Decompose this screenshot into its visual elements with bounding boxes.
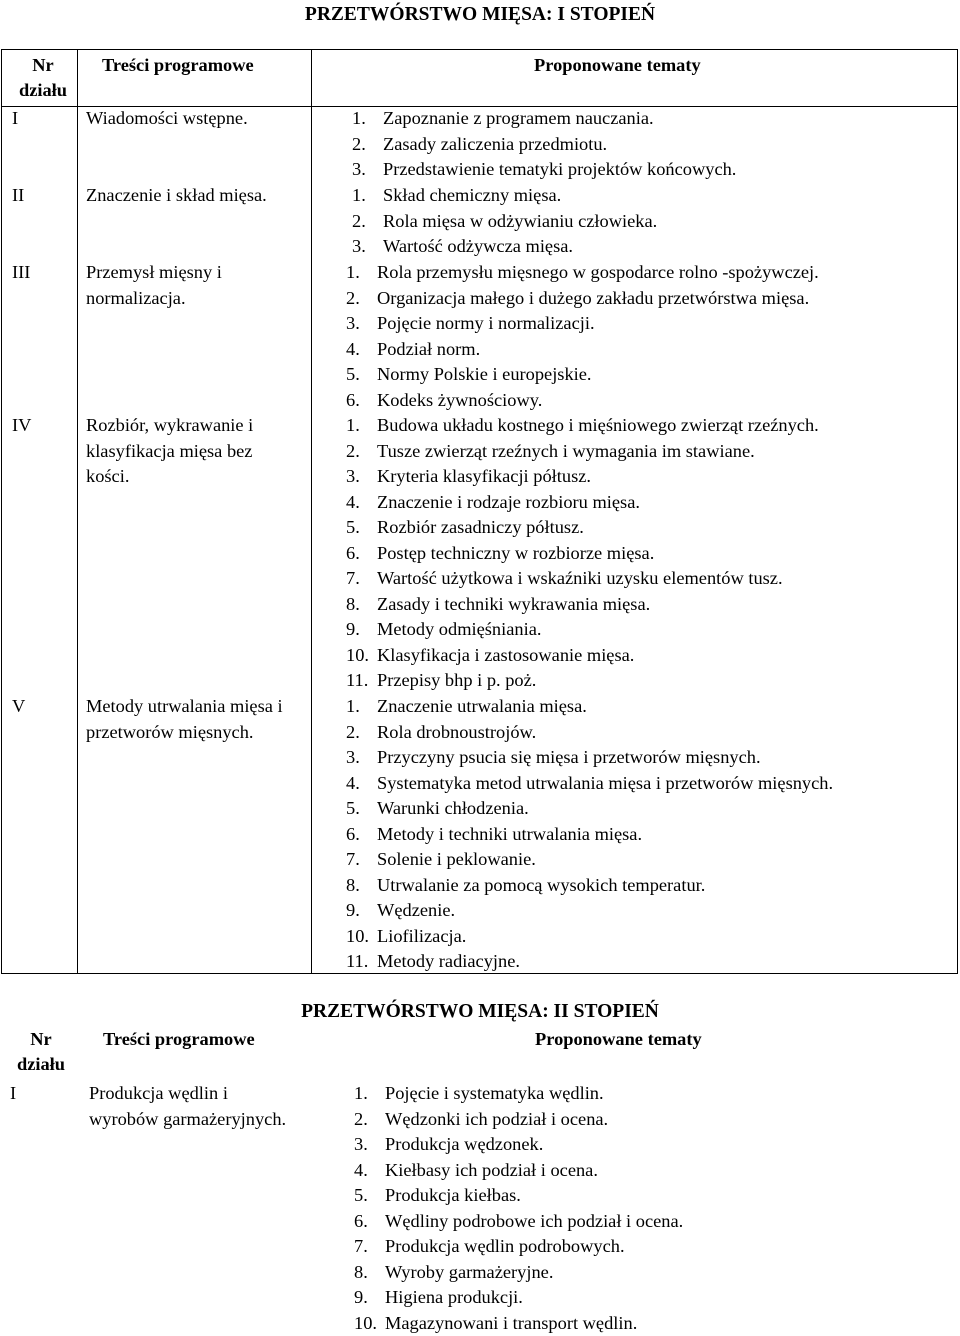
list-item-number: 5. — [354, 1185, 368, 1205]
list-item-number: 7. — [346, 568, 360, 588]
list-item-number: 5. — [346, 798, 360, 818]
row-nr: I — [10, 1083, 17, 1103]
list-item — [346, 949, 833, 975]
list-item-number: 8. — [346, 593, 360, 614]
list-item-number: 1. — [346, 696, 360, 716]
row-nr: II — [12, 185, 25, 205]
list-item-text: Rozbiór zasadniczy półtusz. — [377, 517, 584, 537]
list-item-number: 3. — [346, 313, 360, 333]
list-item — [346, 566, 819, 592]
list-item — [346, 898, 833, 924]
list-item — [352, 106, 736, 132]
row-topic: Metody utrwalania mięsa i przetworów mięsnych. — [86, 696, 283, 742]
header-tresci: Treści programowe — [102, 55, 254, 75]
list-item-text: Zasady i techniki wykrawania mięsa. — [377, 593, 651, 614]
list-item-number: 10. — [346, 644, 369, 665]
list-item-number: 4. — [354, 1159, 368, 1180]
list-item-number: 6. — [346, 823, 360, 844]
list-item-text: Systematyka metod utrwalania mięsa i przetworów mięsnych. — [377, 772, 834, 793]
list-item-text: Postęp techniczny w rozbiorze mięsa. — [377, 542, 655, 563]
list-item-text: Higiena produkcji. — [385, 1287, 523, 1307]
list-item-text: Skład chemiczny mięsa. — [383, 185, 562, 205]
list-item-text: Kodeks żywnościowy. — [377, 389, 543, 410]
list-item-text: Warunki chłodzenia. — [377, 798, 529, 818]
list-item-number: 2. — [346, 287, 360, 308]
list-item — [354, 1311, 683, 1336]
list-item-number: 5. — [346, 517, 360, 537]
list-item — [352, 209, 657, 235]
list-item — [354, 1209, 683, 1235]
list-item-text: Budowa układu kostnego i mięśniowego zwierząt rzeźnych. — [377, 415, 819, 435]
list-item-number: 4. — [346, 491, 360, 512]
list-item-number: 7. — [354, 1236, 368, 1256]
list-item — [346, 924, 833, 950]
list-item — [346, 515, 819, 541]
list-item-text: Magazynowani i transport wędlin. — [385, 1312, 638, 1333]
list-item-number: 1. — [346, 262, 360, 282]
header-nr: Nr działu — [18, 55, 68, 100]
row-nr: IV — [12, 415, 32, 435]
topic-list — [354, 1081, 683, 1336]
header-tematy: Proponowane tematy — [534, 55, 701, 75]
list-item-text: Metody odmięśniania. — [377, 619, 542, 639]
list-item-text: Zapoznanie z programem nauczania. — [383, 108, 654, 128]
list-item-number: 1. — [346, 415, 360, 435]
curriculum-table-1 — [1, 49, 958, 974]
list-item — [346, 541, 819, 567]
row-topic: Wiadomości wstępne. — [86, 108, 248, 128]
list-item-text: Organizacja małego i dużego zakładu przetwórstwa mięsa. — [377, 287, 810, 308]
list-item-number: 10. — [354, 1312, 377, 1333]
list-item — [354, 1107, 683, 1133]
list-item — [352, 157, 736, 183]
list-item — [354, 1260, 683, 1286]
list-item — [354, 1285, 683, 1311]
list-item-text: Rola mięsa w odżywianiu człowieka. — [383, 210, 658, 231]
list-item — [346, 873, 833, 899]
list-item-text: Pojęcie i systematyka wędlin. — [385, 1083, 604, 1103]
list-item — [346, 796, 833, 822]
list-item — [346, 388, 819, 414]
list-item — [352, 183, 657, 209]
list-item-text: Przyczyny psucia się mięsa i przetworów mięsnych. — [377, 747, 761, 767]
row-nr: III — [12, 262, 31, 282]
list-item-number: 10. — [346, 925, 369, 946]
list-item-number: 11. — [346, 670, 369, 690]
list-item-number: 3. — [352, 236, 366, 256]
list-item-number: 11. — [346, 951, 369, 971]
list-item — [346, 464, 819, 490]
list-item-number: 4. — [346, 338, 360, 359]
list-item-text: Przepisy bhp i p. poż. — [377, 670, 537, 690]
list-item-text: Rola drobnoustrojów. — [377, 721, 537, 742]
list-item — [354, 1081, 683, 1107]
list-item-text: Wartość odżywcza mięsa. — [383, 236, 574, 256]
list-item — [346, 617, 819, 643]
list-item-text: Produkcja wędlin podrobowych. — [385, 1236, 625, 1256]
list-item-number: 4. — [346, 772, 360, 793]
header-nr: Nr działu — [16, 1029, 66, 1074]
list-item-number: 6. — [346, 542, 360, 563]
list-item — [346, 771, 833, 797]
list-item — [354, 1132, 683, 1158]
list-item-text: Wędliny podrobowe ich podział i ocena. — [385, 1210, 684, 1231]
list-item-number: 2. — [352, 210, 366, 231]
list-item-text: Zasady zaliczenia przedmiotu. — [383, 133, 608, 154]
list-item-text: Normy Polskie i europejskie. — [377, 364, 592, 384]
list-item — [346, 337, 819, 363]
list-item — [346, 260, 819, 286]
list-item — [352, 234, 657, 260]
list-item — [346, 311, 819, 337]
header-tematy: Proponowane tematy — [535, 1029, 702, 1049]
list-item-number: 7. — [346, 849, 360, 869]
list-item-number: 2. — [346, 440, 360, 461]
topic-list — [346, 694, 833, 975]
list-item-number: 1. — [354, 1083, 368, 1103]
section-2-title — [0, 1000, 960, 1024]
list-item-text: Znaczenie i rodzaje rozbioru mięsa. — [377, 491, 640, 512]
list-item-number: 9. — [354, 1287, 368, 1307]
list-item — [346, 822, 833, 848]
row-topic: Przemysł mięsny i normalizacja. — [86, 262, 222, 308]
list-item-number: 3. — [354, 1134, 368, 1154]
topic-list — [352, 183, 657, 260]
list-item-number: 8. — [346, 874, 360, 895]
list-item-text: Kryteria klasyfikacji półtusz. — [377, 466, 591, 486]
topic-list — [346, 413, 819, 694]
list-item — [346, 362, 819, 388]
row-nr: I — [12, 108, 19, 128]
list-item — [346, 439, 819, 465]
list-item-text: Utrwalanie za pomocą wysokich temperatur. — [377, 874, 706, 895]
list-item-text: Pojęcie normy i normalizacji. — [377, 313, 595, 333]
row-topic: Rozbiór, wykrawanie i klasyfikacja mięsa bez kości. — [86, 415, 254, 486]
topic-list — [346, 260, 819, 413]
list-item-number: 8. — [354, 1261, 368, 1282]
list-item — [346, 592, 819, 618]
column-divider — [77, 50, 78, 973]
list-item-text: Rola przemysłu mięsnego w gospodarce rolno -spożywczej. — [377, 262, 819, 282]
list-item — [354, 1158, 683, 1184]
list-item-number: 3. — [346, 747, 360, 767]
list-item-text: Produkcja kiełbas. — [385, 1185, 521, 1205]
list-item-number: 9. — [346, 900, 360, 920]
list-item-number: 1. — [352, 108, 366, 128]
list-item — [346, 745, 833, 771]
list-item-number: 6. — [346, 389, 360, 410]
list-item-number: 5. — [346, 364, 360, 384]
list-item-number: 3. — [352, 159, 366, 179]
list-item — [346, 720, 833, 746]
list-item — [354, 1183, 683, 1209]
list-item-text: Wartość użytkowa i wskaźniki uzysku elementów tusz. — [377, 568, 783, 588]
list-item-number: 3. — [346, 466, 360, 486]
list-item-text: Metody radiacyjne. — [377, 951, 520, 971]
list-item — [346, 668, 819, 694]
list-item — [346, 694, 833, 720]
list-item-text: Tusze zwierząt rzeźnych i wymagania im stawiane. — [377, 440, 755, 461]
list-item-number: 1. — [352, 185, 366, 205]
row-topic: Znaczenie i skład mięsa. — [86, 185, 267, 205]
list-item-number: 6. — [354, 1210, 368, 1231]
header-tresci: Treści programowe — [103, 1029, 255, 1049]
list-item-text: Klasyfikacja i zastosowanie mięsa. — [377, 644, 635, 665]
column-divider — [311, 50, 312, 973]
list-item-number: 2. — [352, 133, 366, 154]
list-item-text: Wędzonki ich podział i ocena. — [385, 1108, 609, 1129]
list-item-text: Znaczenie utrwalania mięsa. — [377, 696, 587, 716]
list-item — [346, 413, 819, 439]
list-item-text: Kiełbasy ich podział i ocena. — [385, 1159, 598, 1180]
list-item — [346, 643, 819, 669]
list-item-number: 9. — [346, 619, 360, 639]
list-item-text: Wyroby garmażeryjne. — [385, 1261, 554, 1282]
row-topic: Produkcja wędlin i wyrobów garmażeryjnych. — [89, 1083, 287, 1129]
list-item-text: Przedstawienie tematyki projektów końcowych. — [383, 159, 737, 179]
row-nr: V — [12, 696, 26, 716]
list-item-text: Produkcja wędzonek. — [385, 1134, 544, 1154]
list-item-number: 2. — [346, 721, 360, 742]
list-item-number: 2. — [354, 1108, 368, 1129]
list-item — [346, 490, 819, 516]
list-item — [352, 132, 736, 158]
section-2-title-text: PRZETWÓRSTWO MIĘSA: II STOPIEŃ — [301, 1001, 659, 1022]
list-item — [346, 286, 819, 312]
topic-list — [352, 106, 736, 183]
list-item — [346, 847, 833, 873]
list-item-text: Solenie i peklowanie. — [377, 849, 536, 869]
list-item-text: Metody i techniki utrwalania mięsa. — [377, 823, 643, 844]
section-1-title: PRZETWÓRSTWO MIĘSA: I STOPIEŃ — [304, 4, 656, 25]
list-item-text: Liofilizacja. — [377, 925, 467, 946]
list-item-text: Podział norm. — [377, 338, 481, 359]
list-item-text: Wędzenie. — [377, 900, 456, 920]
list-item — [354, 1234, 683, 1260]
